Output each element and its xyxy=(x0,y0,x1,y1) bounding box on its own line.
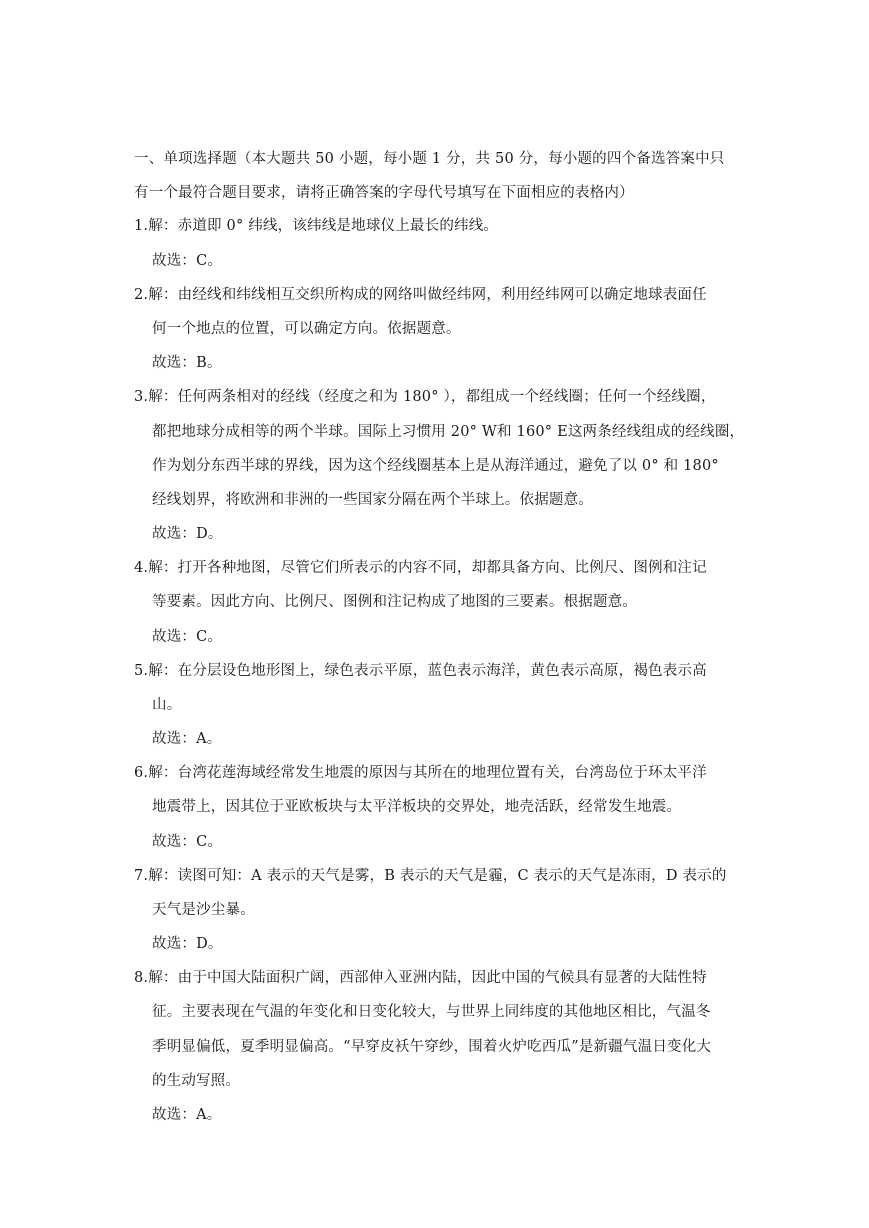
answer-8-line-2: 征。主要表现在气温的年变化和日变化较大，与世界上同纬度的其他地区相比，气温冬 xyxy=(152,1004,711,1020)
section-heading-line-2: 有一个最符合题目要求，请将正确答案的字母代号填写在下面相应的表格内） xyxy=(134,185,634,201)
answer-5-line-1: 5.解：在分层设色地形图上，绿色表示平原，蓝色表示海洋，黄色表示高原，褐色表示高 xyxy=(134,663,707,679)
answer-8-line-1: 8.解：由于中国大陆面积广阔，西部伸入亚洲内陆，因此中国的气候具有显著的大陆性特 xyxy=(134,970,707,986)
answer-7-line-1: 7.解：读图可知：A 表示的天气是雾，B 表示的天气是霾，C 表示的天气是冻雨，D 表示的 xyxy=(134,868,727,884)
answer-3-line-4: 经线划界，将欧洲和非洲的一些国家分隔在两个半球上。依据题意。 xyxy=(152,492,593,508)
answer-3-line-2: 都把地球分成相等的两个半球。国际上习惯用 20° W和 160° E这两条经线组成的经线圈， xyxy=(152,424,745,440)
answer-3-line-1: 3.解：任何两条相对的经线（经度之和为 180° ），都组成一个经线圈；任何一个经线圈， xyxy=(134,389,716,405)
answer-8-choice: 故选：A。 xyxy=(152,1107,222,1123)
answer-5-choice: 故选：A。 xyxy=(152,731,222,747)
answer-2-line-1: 2.解：由经线和纬线相互交织所构成的网络叫做经纬网，利用经纬网可以确定地球表面任 xyxy=(134,287,707,303)
answer-4-choice: 故选：C。 xyxy=(152,629,223,645)
answer-7-line-2: 天气是沙尘暴。 xyxy=(152,902,255,918)
answer-8-line-3: 季明显偏低，夏季明显偏高。“早穿皮袄午穿纱，围着火炉吃西瓜”是新疆气温日变化大 xyxy=(152,1039,712,1055)
answer-6-line-1: 6.解：台湾花莲海域经常发生地震的原因与其所在的地理位置有关，台湾岛位于环太平洋 xyxy=(134,765,707,781)
answer-7-choice: 故选：D。 xyxy=(152,936,223,952)
answer-4-line-1: 4.解：打开各种地图，尽管它们所表示的内容不同，却都具备方向、比例尺、图例和注记 xyxy=(134,560,707,576)
answer-2-line-2: 何一个地点的位置，可以确定方向。依据题意。 xyxy=(152,321,461,337)
answer-2-choice: 故选：B。 xyxy=(152,355,222,371)
answer-4-line-2: 等要素。因此方向、比例尺、图例和注记构成了地图的三要素。根据题意。 xyxy=(152,594,638,610)
answer-1-line-1: 1.解：赤道即 0° 纬线，该纬线是地球仪上最长的纬线。 xyxy=(134,218,499,234)
answer-3-choice: 故选：D。 xyxy=(152,526,223,542)
answer-5-line-2: 山。 xyxy=(152,697,182,713)
answer-8-line-4: 的生动写照。 xyxy=(152,1073,241,1089)
section-heading-line-1: 一、单项选择题（本大题共 50 小题，每小题 1 分，共 50 分，每小题的四个备选答案中只 xyxy=(134,151,725,167)
answer-6-line-2: 地震带上，因其位于亚欧板块与太平洋板块的交界处，地壳活跃，经常发生地震。 xyxy=(152,799,682,815)
answer-1-choice: 故选：C。 xyxy=(152,253,223,269)
answer-6-choice: 故选：C。 xyxy=(152,834,223,850)
answer-3-line-3: 作为划分东西半球的界线，因为这个经线圈基本上是从海洋通过，避免了以 0° 和 180° xyxy=(152,458,719,474)
